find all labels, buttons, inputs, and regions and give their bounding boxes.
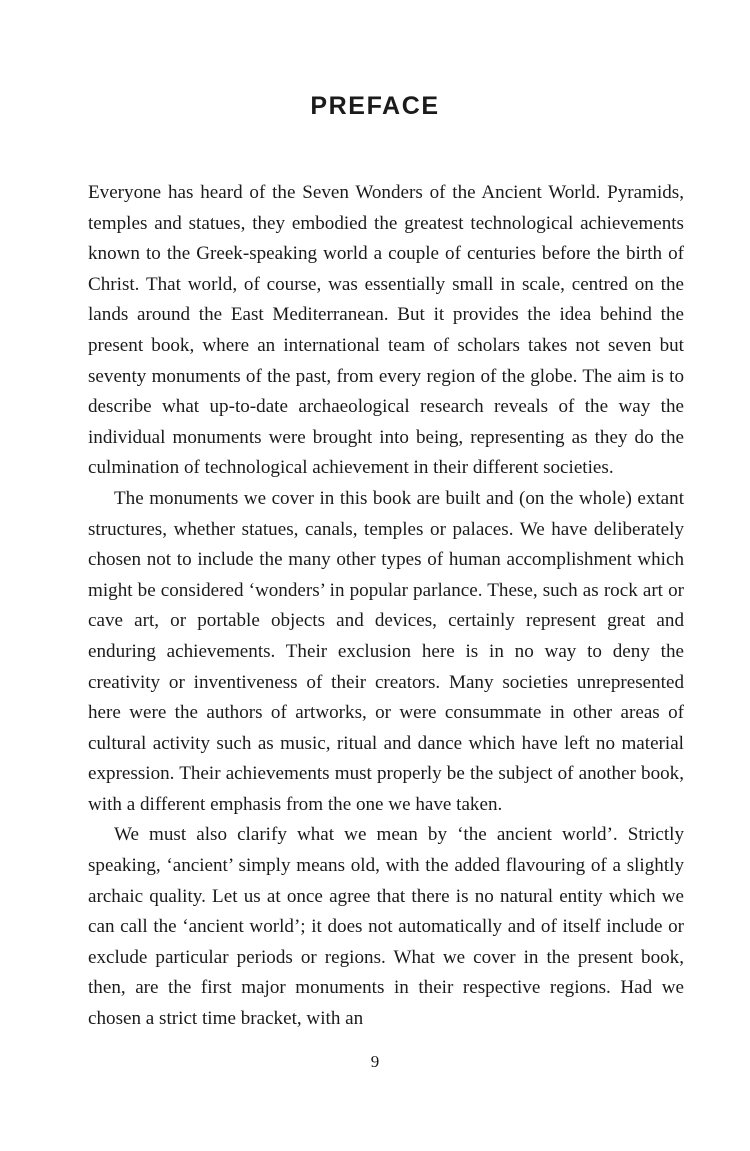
body-text	[88, 178, 684, 1035]
page-title: PREFACE	[310, 92, 440, 120]
paragraph-1: Everyone has heard of the Seven Wonders of the Ancient World. Pyramids, temples and statues, they embodied the greatest technological achievements known to the Greek-speaking world a couple of centuries before the birth of Christ. That world, of course, was essentially small in scale, centred on the lands around the East Mediterranean. But it provides the idea behind the present book, where an international team of scholars takes not seven but seventy monuments of the past, from every region of the globe. The aim is to describe what up-to-date archaeological research reveals of the way the individual monuments were brought into being, representing as they do the culmination of technological achievement in their different societies.	[88, 182, 684, 479]
page-number: 9	[370, 1052, 380, 1071]
paragraph-2: The monuments we cover in this book are built and (on the whole) extant structures, whether statues, canals, temples or palaces. We have deliberately chosen not to include the many other types of human accomplishment which might be considered ‘wonders’ in popular parlance. These, such as rock art or cave art, or portable objects and devices, certainly represent great and enduring achievements. Their exclusion here is in no way to deny the creativity or inventiveness of their creators. Many societies unrepresented here were the authors of artworks, or were consummate in other areas of cultural activity such as music, ritual and dance which have left no material expression. Their achievements must properly be the subject of another book, with a different emphasis from the one we have taken.	[88, 487, 684, 815]
paragraph-3: We must also clarify what we mean by ‘the ancient world’. Strictly speaking, ‘ancient’ simply means old, with the added flavouring of a slightly archaic quality. Let us at once agree that there is no natural entity which we can call the ‘ancient world’; it does not automatically and of itself include or exclude particular periods or regions. What we cover in the present book, then, are the first major monuments in their respective regions. Had we chosen a strict time bracket, with an	[88, 824, 684, 1030]
